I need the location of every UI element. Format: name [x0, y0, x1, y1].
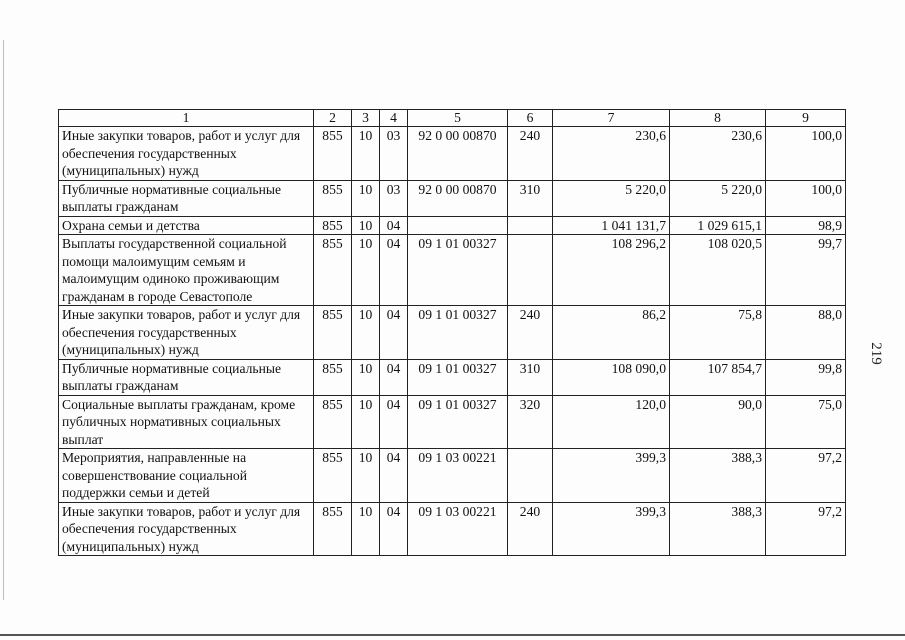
column-header: 8 — [670, 110, 766, 127]
cell-rz: 10 — [352, 180, 380, 216]
cell-fact: 90,0 — [670, 395, 766, 449]
scan-edge-left — [3, 40, 4, 600]
cell-pr: 03 — [380, 180, 408, 216]
cell-pr: 03 — [380, 127, 408, 181]
page-number: 219 — [867, 342, 884, 365]
cell-ved: 855 — [314, 235, 352, 306]
cell-plan: 108 296,2 — [553, 235, 670, 306]
table-row — [59, 180, 846, 216]
cell-percent: 97,2 — [766, 449, 846, 503]
cell-rz: 10 — [352, 359, 380, 395]
cell-plan: 120,0 — [553, 395, 670, 449]
cell-ved: 855 — [314, 127, 352, 181]
cell-pr: 04 — [380, 449, 408, 503]
cell-ved: 855 — [314, 216, 352, 235]
cell-ved: 855 — [314, 180, 352, 216]
cell-name: Иные закупки товаров, работ и услуг для обеспечения государственных (муниципальных) нужд — [59, 306, 314, 360]
cell-fact: 388,3 — [670, 502, 766, 556]
cell-rz: 10 — [352, 306, 380, 360]
table-row — [59, 359, 846, 395]
cell-name: Иные закупки товаров, работ и услуг для обеспечения государственных (муниципальных) нужд — [59, 502, 314, 556]
cell-name: Мероприятия, направленные на совершенствование социальной поддержки семьи и детей — [59, 449, 314, 503]
cell-plan: 399,3 — [553, 502, 670, 556]
cell-fact: 108 020,5 — [670, 235, 766, 306]
cell-plan: 399,3 — [553, 449, 670, 503]
cell-vr — [508, 449, 553, 503]
cell-rz: 10 — [352, 235, 380, 306]
column-header: 1 — [59, 110, 314, 127]
column-header: 6 — [508, 110, 553, 127]
cell-percent: 88,0 — [766, 306, 846, 360]
cell-vr: 320 — [508, 395, 553, 449]
cell-name: Публичные нормативные социальные выплаты гражданам — [59, 359, 314, 395]
cell-rz: 10 — [352, 395, 380, 449]
cell-rz: 10 — [352, 216, 380, 235]
cell-plan: 1 041 131,7 — [553, 216, 670, 235]
cell-fact: 230,6 — [670, 127, 766, 181]
cell-name: Публичные нормативные социальные выплаты гражданам — [59, 180, 314, 216]
cell-vr: 240 — [508, 306, 553, 360]
table-row — [59, 306, 846, 360]
cell-csr — [408, 216, 508, 235]
cell-vr — [508, 235, 553, 306]
cell-vr: 240 — [508, 502, 553, 556]
cell-vr — [508, 216, 553, 235]
table-row — [59, 127, 846, 181]
cell-rz: 10 — [352, 502, 380, 556]
cell-percent: 99,7 — [766, 235, 846, 306]
cell-plan: 230,6 — [553, 127, 670, 181]
cell-percent: 100,0 — [766, 180, 846, 216]
cell-pr: 04 — [380, 216, 408, 235]
cell-plan: 108 090,0 — [553, 359, 670, 395]
cell-ved: 855 — [314, 359, 352, 395]
column-header: 3 — [352, 110, 380, 127]
cell-name: Социальные выплаты гражданам, кроме публичных нормативных социальных выплат — [59, 395, 314, 449]
cell-percent: 99,8 — [766, 359, 846, 395]
cell-csr: 92 0 00 00870 — [408, 127, 508, 181]
table-row — [59, 216, 846, 235]
cell-pr: 04 — [380, 306, 408, 360]
cell-percent: 100,0 — [766, 127, 846, 181]
cell-csr: 09 1 01 00327 — [408, 395, 508, 449]
cell-pr: 04 — [380, 502, 408, 556]
cell-vr: 240 — [508, 127, 553, 181]
cell-ved: 855 — [314, 395, 352, 449]
table-row — [59, 502, 846, 556]
cell-name: Охрана семьи и детства — [59, 216, 314, 235]
cell-fact: 388,3 — [670, 449, 766, 503]
cell-name: Выплаты государственной социальной помощи малоимущим семьям и малоимущим одиноко проживающим гражданам в городе Севастополе — [59, 235, 314, 306]
column-header: 5 — [408, 110, 508, 127]
cell-fact: 75,8 — [670, 306, 766, 360]
column-header: 2 — [314, 110, 352, 127]
cell-csr: 09 1 01 00327 — [408, 235, 508, 306]
cell-ved: 855 — [314, 306, 352, 360]
table-row — [59, 395, 846, 449]
cell-plan: 5 220,0 — [553, 180, 670, 216]
cell-csr: 09 1 03 00221 — [408, 449, 508, 503]
scan-edge-bottom — [0, 634, 905, 636]
cell-name: Иные закупки товаров, работ и услуг для обеспечения государственных (муниципальных) нужд — [59, 127, 314, 181]
cell-csr: 09 1 03 00221 — [408, 502, 508, 556]
cell-percent: 75,0 — [766, 395, 846, 449]
cell-csr: 09 1 01 00327 — [408, 359, 508, 395]
cell-percent: 98,9 — [766, 216, 846, 235]
cell-pr: 04 — [380, 395, 408, 449]
table-row — [59, 449, 846, 503]
cell-ved: 855 — [314, 502, 352, 556]
cell-fact: 107 854,7 — [670, 359, 766, 395]
budget-execution-table — [58, 109, 846, 556]
table-row — [59, 235, 846, 306]
cell-plan: 86,2 — [553, 306, 670, 360]
column-header: 4 — [380, 110, 408, 127]
cell-pr: 04 — [380, 235, 408, 306]
column-header: 7 — [553, 110, 670, 127]
cell-csr: 92 0 00 00870 — [408, 180, 508, 216]
column-header: 9 — [766, 110, 846, 127]
cell-vr: 310 — [508, 359, 553, 395]
cell-csr: 09 1 01 00327 — [408, 306, 508, 360]
cell-fact: 1 029 615,1 — [670, 216, 766, 235]
cell-vr: 310 — [508, 180, 553, 216]
cell-ved: 855 — [314, 449, 352, 503]
cell-percent: 97,2 — [766, 502, 846, 556]
table-header-row — [59, 110, 846, 127]
cell-fact: 5 220,0 — [670, 180, 766, 216]
cell-rz: 10 — [352, 449, 380, 503]
cell-rz: 10 — [352, 127, 380, 181]
cell-pr: 04 — [380, 359, 408, 395]
